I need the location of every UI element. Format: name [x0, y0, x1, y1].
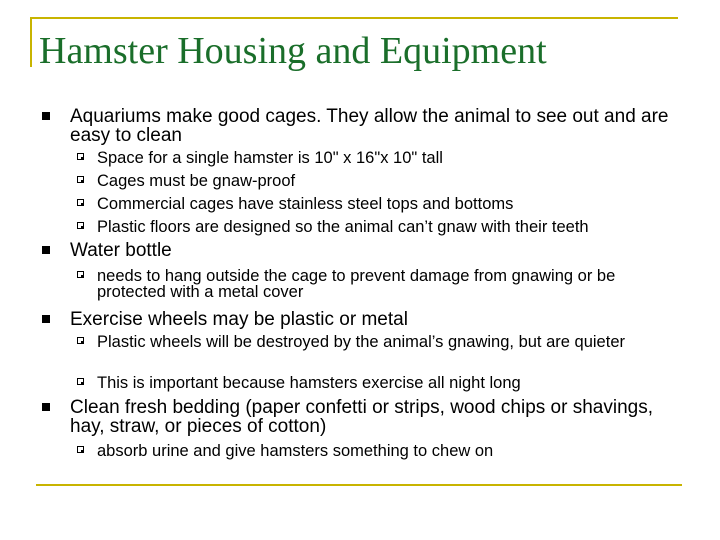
bottom-rule — [36, 484, 682, 486]
sub-bullet-text: absorb urine and give hamsters something to chew on — [97, 442, 494, 460]
bullet-text: Exercise wheels may be plastic or metal — [70, 309, 408, 330]
slide-title: Hamster Housing and Equipment — [39, 30, 547, 72]
sub-bullet-text: Space for a single hamster is 10" x 16"x 10" tall — [97, 149, 443, 167]
sub-bullet-plastic-wheels — [97, 334, 687, 350]
sub-bullet-space — [97, 150, 687, 166]
sub-bullet-text: Plastic floors are designed so the animal can’t gnaw with their teeth — [97, 218, 589, 236]
sub-bullet-exercise-night — [97, 375, 687, 391]
square-bullet-icon — [42, 403, 50, 411]
sub-bullet-text: Plastic wheels will be destroyed by the animal’s gnawing, but are quieter — [97, 333, 625, 351]
checkbox-bullet-icon — [77, 199, 84, 206]
sub-bullet-text: Cages must be gnaw-proof — [97, 172, 296, 190]
checkbox-bullet-icon — [77, 271, 84, 278]
sub-bullet-absorb-urine — [97, 443, 687, 459]
bullet-text: Aquariums make good cages. They allow the animal to see out and are easy to clean — [70, 106, 669, 146]
bullet-bedding — [70, 398, 680, 436]
bullet-aquariums — [70, 107, 680, 145]
square-bullet-icon — [42, 246, 50, 254]
sub-bullet-hang-outside — [97, 268, 687, 300]
bullet-exercise-wheels — [70, 310, 680, 329]
checkbox-bullet-icon — [77, 446, 84, 453]
checkbox-bullet-icon — [77, 337, 84, 344]
square-bullet-icon — [42, 315, 50, 323]
bullet-text: Clean fresh bedding (paper confetti or strips, wood chips or shavings, hay, straw, or pieces of cotton) — [70, 397, 653, 437]
sub-bullet-text: needs to hang outside the cage to prevent damage from gnawing or be protected with a metal cover — [97, 267, 616, 301]
bullet-text: Water bottle — [70, 240, 172, 261]
sub-bullet-text: This is important because hamsters exercise all night long — [97, 374, 521, 392]
checkbox-bullet-icon — [77, 153, 84, 160]
sub-bullet-gnaw-proof — [97, 173, 687, 189]
checkbox-bullet-icon — [77, 378, 84, 385]
checkbox-bullet-icon — [77, 222, 84, 229]
sub-bullet-text: Commercial cages have stainless steel tops and bottoms — [97, 195, 514, 213]
square-bullet-icon — [42, 112, 50, 120]
bullet-water-bottle — [70, 241, 680, 260]
sub-bullet-plastic-floors — [97, 219, 687, 235]
sub-bullet-commercial — [97, 196, 687, 212]
checkbox-bullet-icon — [77, 176, 84, 183]
